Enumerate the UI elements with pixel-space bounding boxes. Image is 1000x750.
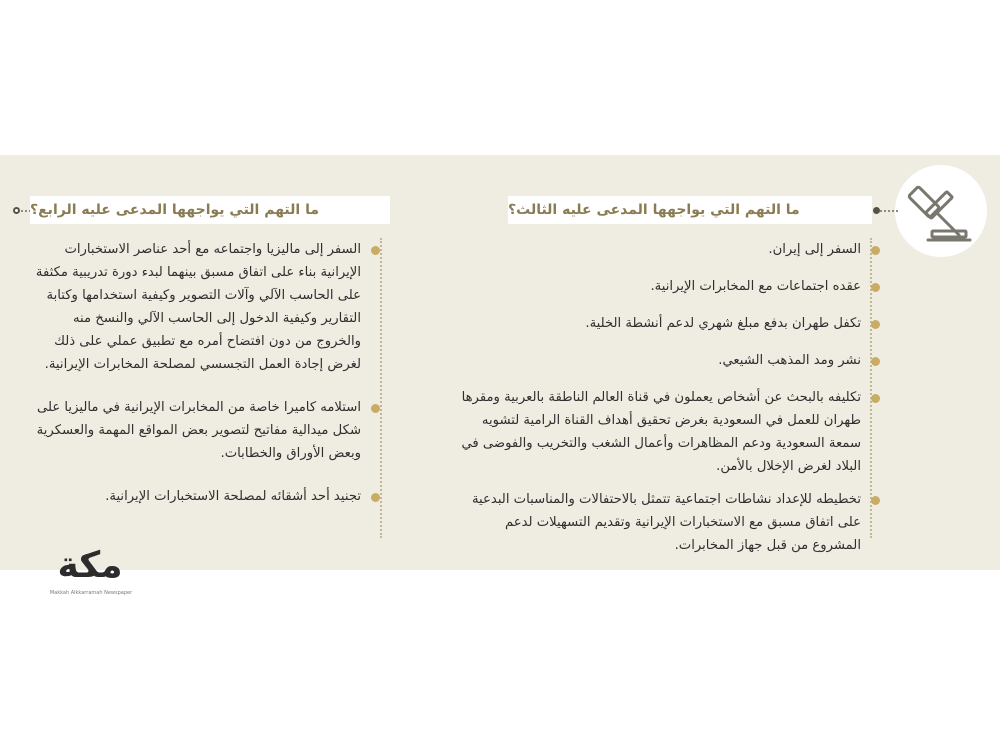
list-item: السفر إلى ماليزيا واجتماعه مع أحد عناصر الاستخبارات الإيرانية بناء على اتفاق مسبق بينهما لبدء دورة تدريبية مكثفة على الحاسب الآلي وآلات التصوير وكيفية استخدامها وكتابة التقارير وكيفية الدخول إلى الحاسب الآلي والنسخ منه والخروج من دون افتضاح أمره مع تطبيق عملي على ذلك لغرض إجادة العمل التجسسي لمصلحة المخابرات الإيرانية. <box>35 238 375 376</box>
bullet-dot <box>871 246 880 255</box>
bullet-dot <box>371 246 380 255</box>
list-item: عقده اجتماعات مع المخابرات الإيرانية. <box>455 275 875 298</box>
list-item: تكفل طهران بدفع مبلغ شهري لدعم أنشطة الخلية. <box>455 312 875 335</box>
newspaper-logo <box>40 545 140 600</box>
bullet-dot <box>871 283 880 292</box>
right-title-dot <box>873 207 880 214</box>
list-item: نشر ومد المذهب الشيعي. <box>455 349 875 372</box>
bullet-dot <box>871 496 880 505</box>
list-item: استلامه كاميرا خاصة من المخابرات الإيرانية في ماليزيا على شكل ميدالية مفاتيح لتصوير بعض المواقع المهمة والعسكرية وبعض الأوراق والخطابات. <box>35 396 375 465</box>
bullet-dot <box>871 320 880 329</box>
right-column-title-text: ما التهم التي يواجهها المدعى عليه الثالث؟ <box>508 202 800 218</box>
list-item: تجنيد أحد أشقائه لمصلحة الاستخبارات الإيرانية. <box>35 485 375 508</box>
left-title-ring <box>13 207 20 214</box>
list-item: السفر إلى إيران. <box>455 238 875 261</box>
gavel-icon <box>895 165 987 257</box>
bullet-dot <box>871 394 880 403</box>
list-item: تكليفه بالبحث عن أشخاص يعملون في قناة العالم الناطقة بالعربية ومقرها طهران للعمل في السعودية بغرض تحقيق أهداف القناة الرامية لتشويه سمعة السعودية ودعم المظاهرات وأعمال الشغب والتخريب والفوضى في البلاد لغرض الإخلال بالأمن. <box>455 386 875 478</box>
logo-tagline: Makkah Alkkarramah Newspaper <box>49 590 133 596</box>
bullet-dot <box>371 493 380 502</box>
list-item: تخطيطه للإعداد نشاطات اجتماعية تتمثل بالاحتفالات والمناسبات البدعية على اتفاق مسبق مع الاستخبارات الإيرانية وتقديم التسهيلات لدعم المشروع من قبل جهاز المخابرات. <box>455 488 875 557</box>
bullet-dot <box>871 357 880 366</box>
bullet-dot <box>371 404 380 413</box>
right-column-list <box>455 238 875 557</box>
left-column-guide <box>380 238 382 538</box>
icon-badge <box>895 165 987 257</box>
right-column-title <box>508 196 872 224</box>
left-column-title <box>30 196 390 224</box>
left-column-list <box>35 238 375 508</box>
logo-wordmark: مكة <box>57 545 123 586</box>
left-column-title-text: ما التهم التي يواجهها المدعى عليه الرابع؟ <box>30 202 320 218</box>
